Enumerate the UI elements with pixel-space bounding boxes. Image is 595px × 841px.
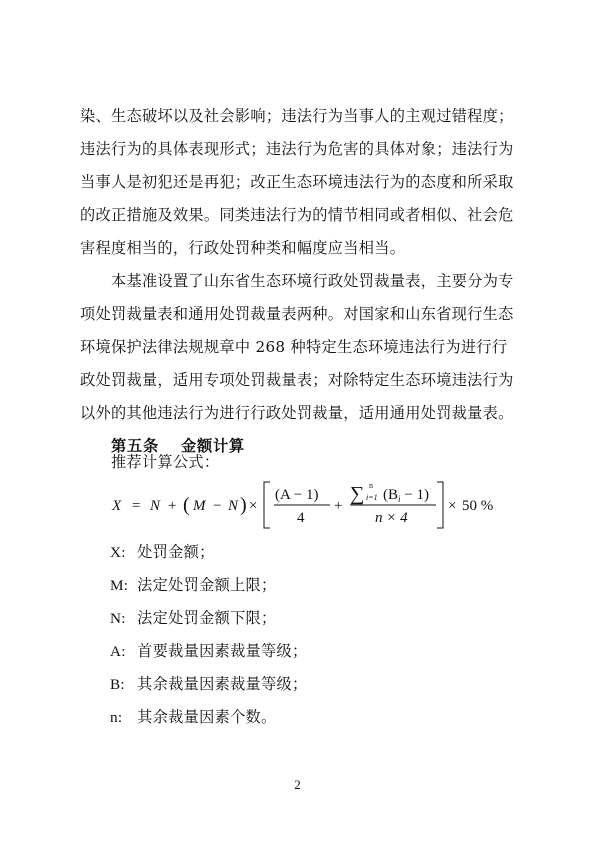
- formula-percent: 50 %: [462, 498, 494, 514]
- paragraph-2-line-3: 环境保护法律法规规章中 268 种特定生态环境违法行为进行行: [80, 338, 508, 356]
- variable-definition: [110, 575, 277, 596]
- formula-plus-2: +: [334, 498, 343, 514]
- variable-description: 法定处罚金额上限；: [137, 576, 277, 594]
- variable-name: M:: [110, 577, 129, 594]
- formula-b-sub: i: [398, 494, 401, 504]
- paragraph-1-line-4: 的改正措施及效果。同类违法行为的情节相同或者相似、社会危: [80, 206, 514, 224]
- paragraph-1-line-1: 染、生态破坏以及社会影响；违法行为当事人的主观过错程度；: [80, 107, 514, 125]
- variable-description: 首要裁量因素裁量等级；: [137, 642, 308, 660]
- variable-definition: [110, 542, 215, 563]
- paragraph-1-line-3: 当事人是初犯还是再犯；改正生态环境违法行为的态度和所采取: [80, 173, 514, 191]
- formula-paren-close: ): [240, 494, 247, 516]
- variable-description: 其余裁量因素个数。: [137, 708, 277, 726]
- variable-name: A:: [110, 643, 126, 660]
- formula-sum-lower: i=1: [366, 493, 378, 502]
- formula-b-open: (B: [383, 487, 398, 503]
- formula-n-2: N: [228, 498, 239, 514]
- formula-intro: 推荐计算公式：: [111, 453, 220, 471]
- penalty-formula: [110, 480, 510, 530]
- formula-times-2: ×: [448, 498, 457, 514]
- paragraph-2-line-4: 政处罚裁量，适用专项处罚裁量表；对除特定生态环境违法行为: [80, 371, 514, 389]
- formula-times-1: ×: [249, 498, 258, 514]
- variable-name: N:: [110, 610, 126, 627]
- formula-b-term: [383, 487, 429, 504]
- formula-x: X: [112, 498, 122, 514]
- variable-definition: [110, 707, 277, 728]
- variable-description: 处罚金额；: [137, 543, 215, 561]
- formula-denom-4: 4: [297, 510, 305, 526]
- variable-description: 法定处罚金额下限；: [137, 609, 277, 627]
- formula-sum-symbol: ∑: [350, 483, 365, 505]
- variable-name: n:: [110, 709, 123, 726]
- variable-name: X:: [110, 544, 126, 561]
- paragraph-2-line-2: 项处罚裁量表和通用处罚裁量表两种。对国家和山东省现行生态: [80, 305, 514, 323]
- paragraph-1-line-5: 害程度相当的，行政处罚种类和幅度应当相当。: [80, 239, 406, 257]
- formula-bracket-left: [264, 482, 270, 528]
- formula-bracket-right: [437, 482, 443, 528]
- variable-name: B:: [110, 676, 125, 693]
- variable-definition: [110, 608, 277, 629]
- formula-minus: −: [213, 498, 222, 514]
- variable-definition: [110, 641, 308, 662]
- formula-sum-upper: n: [369, 481, 373, 490]
- variable-definition: [110, 674, 308, 695]
- article-number: 第五条: [111, 437, 159, 455]
- paragraph-2-line-1: 本基准设置了山东省生态环境行政处罚裁量表，主要分为专: [111, 272, 514, 290]
- formula-plus-1: +: [168, 498, 177, 514]
- paragraph-2-line-5: 以外的其他违法行为进行行政处罚裁量，适用通用处罚裁量表。: [80, 404, 514, 422]
- formula-b-rest: − 1): [400, 487, 429, 503]
- page-number: 2: [294, 777, 301, 792]
- variable-description: 其余裁量因素裁量等级；: [137, 675, 308, 693]
- formula-a-term: (A − 1): [275, 487, 319, 503]
- formula-equals: =: [132, 498, 141, 514]
- article-title: 金额计算: [180, 437, 245, 455]
- formula-m: M: [193, 498, 206, 514]
- paragraph-1-line-2: 违法行为的具体表现形式；违法行为危害的具体对象；违法行为: [80, 140, 514, 158]
- formula-n: N: [150, 498, 161, 514]
- formula-paren-open: (: [183, 494, 190, 516]
- formula-denom-n4: n × 4: [375, 510, 408, 526]
